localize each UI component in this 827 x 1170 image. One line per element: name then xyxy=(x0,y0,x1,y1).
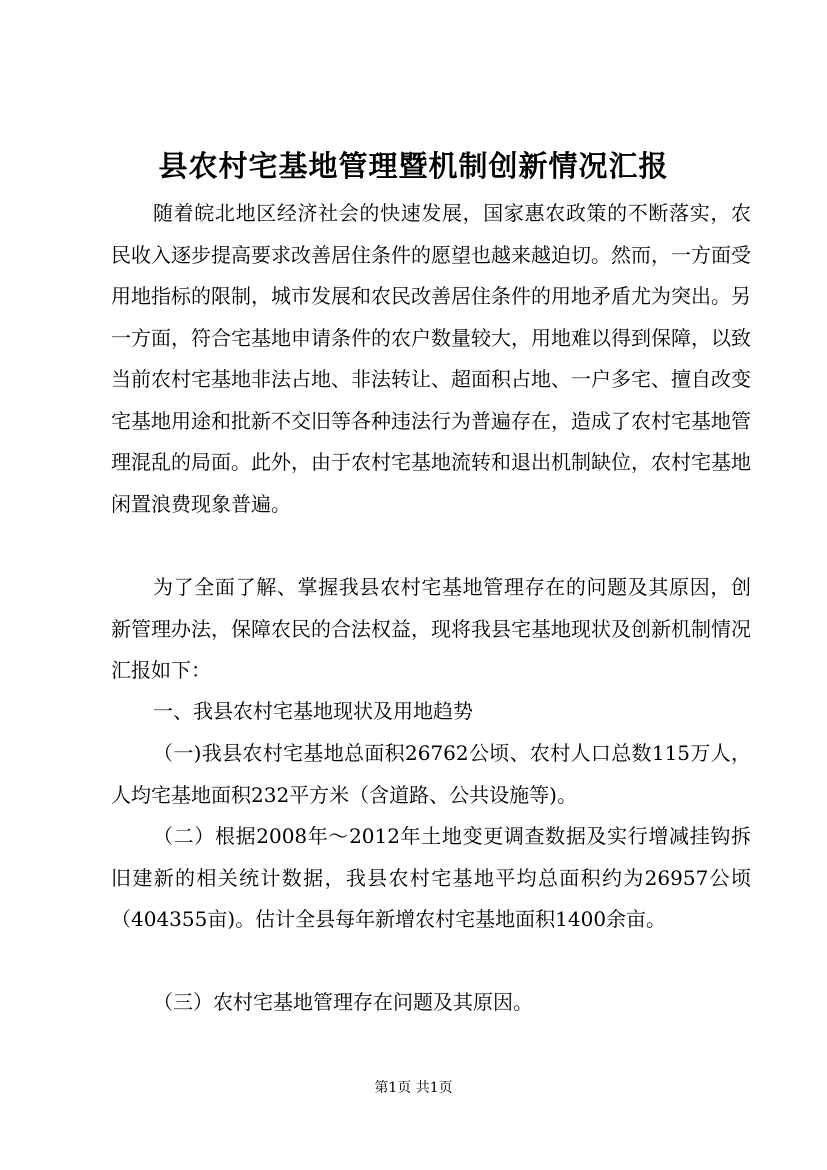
paragraph-purpose: 为了全面了解、掌握我县农村宅基地管理存在的问题及其原因，创新管理办法，保障农民的合法权益，现将我县宅基地现状及创新机制情况汇报如下： xyxy=(111,575,751,682)
paragraph-background: 随着皖北地区经济社会的快速发展，国家惠农政策的不断落实，农民收入逐步提高要求改善居住条件的愿望也越来越迫切。然而，一方面受用地指标的限制，城市发展和农民改善居住条件的用地矛盾尤为突出。另一方面，符合宅基地申请条件的农户数量较大，用地难以得到保障，以致当前农村宅基地非法占地、非法转让、超面积占地、一户多宅、擅自改变宅基地用途和批新不交旧等各种违法行为普遍存在，造成了农村宅基地管理混乱的局面。此外，由于农村宅基地流转和退出机制缺位，农村宅基地闲置浪费现象普遍。 xyxy=(111,201,751,516)
paragraph-item-3: （三）农村宅基地管理存在问题及其原因。 xyxy=(153,990,533,1014)
paragraph-item-1: （一)我县农村宅基地总面积26762公顷、农村人口总数115万人，人均宅基地面积232平方米（含道路、公共设施等)。 xyxy=(111,741,751,807)
document-title: 县农村宅基地管理暨机制创新情况汇报 xyxy=(158,149,669,183)
section-heading-1: 一、我县农村宅基地现状及用地趋势 xyxy=(153,699,473,723)
paragraph-item-2: （二）根据2008年～2012年土地变更调查数据及实行增减挂钩拆旧建新的相关统计数据，我县农村宅基地平均总面积约为26957公顷（404355亩)。估计全县每年新增农村宅基地面积1400余亩。 xyxy=(111,824,751,931)
page-number: 第1页 共1页 xyxy=(374,1080,453,1096)
